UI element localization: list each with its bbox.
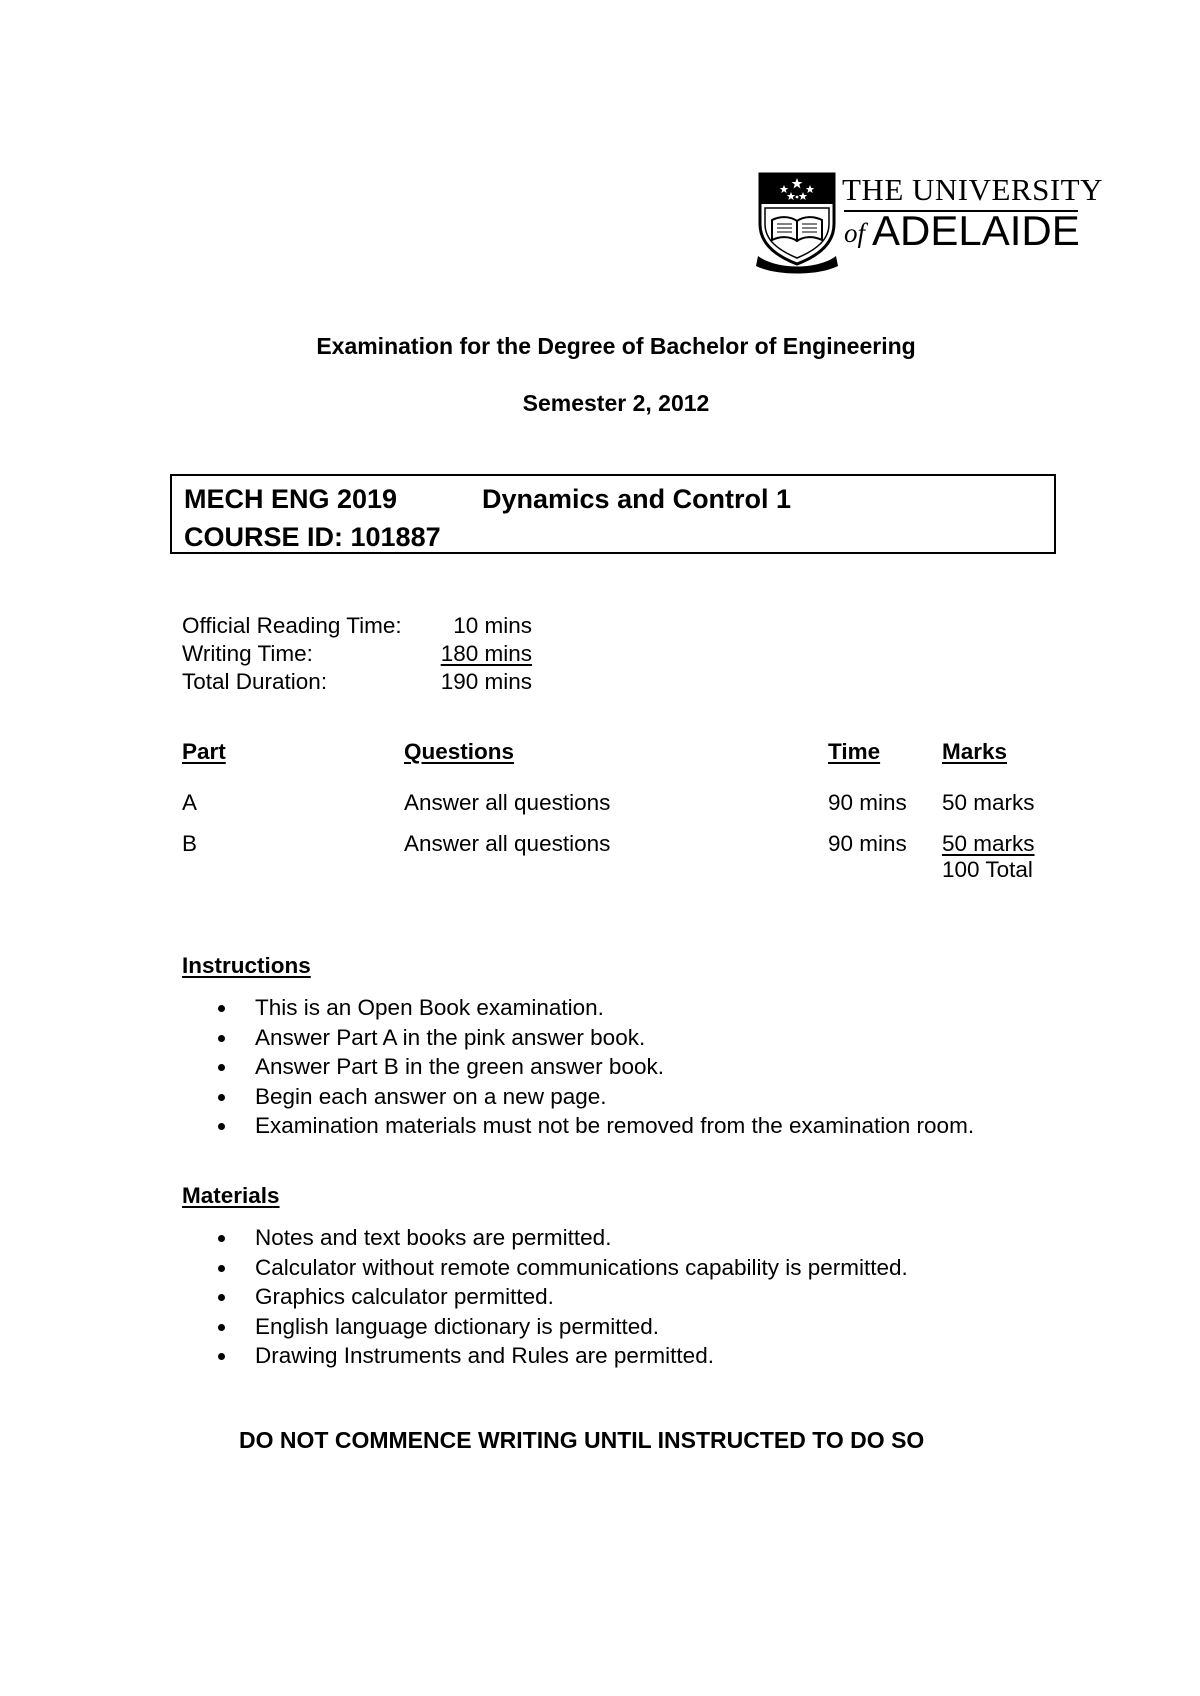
timing-label: Official Reading Time: — [182, 613, 402, 638]
timing-label: Writing Time: — [182, 641, 313, 666]
table-header-marks: Marks — [942, 739, 1008, 764]
logo-university-text: THE UNIVERSITY — [842, 172, 1103, 207]
list-item: Calculator without remote communications capability is permitted. — [182, 1253, 908, 1283]
list-item: Graphics calculator permitted. — [182, 1282, 908, 1312]
logo-adelaide-text: ADELAIDE — [872, 207, 1080, 254]
list-item: Answer Part B in the green answer book. — [182, 1052, 974, 1082]
table-header-time: Time — [828, 739, 881, 764]
list-item: English language dictionary is permitted. — [182, 1312, 908, 1342]
logo-of-text: of — [844, 218, 866, 248]
table-cell-marks: 50 marks — [942, 790, 1035, 815]
list-item: This is an Open Book examination. — [182, 993, 974, 1023]
course-name: Dynamics and Control 1 — [482, 484, 792, 514]
table-cell-time: 90 mins — [828, 831, 907, 856]
table-cell-questions: Answer all questions — [404, 790, 611, 815]
instructions-heading: Instructions — [182, 953, 311, 978]
list-item: Begin each answer on a new page. — [182, 1082, 974, 1112]
table-cell-time: 90 mins — [828, 790, 907, 815]
table-cell-questions: Answer all questions — [404, 831, 611, 856]
course-box — [170, 474, 1056, 554]
footer-notice: DO NOT COMMENCE WRITING UNTIL INSTRUCTED TO DO SO — [239, 1427, 925, 1453]
materials-list — [182, 1223, 908, 1371]
university-crest-icon — [756, 172, 838, 274]
list-item: Examination materials must not be removed from the examination room. — [182, 1111, 974, 1141]
timing-value: 10 mins — [453, 613, 532, 638]
university-logo — [756, 172, 1103, 274]
parts-table — [182, 738, 1082, 898]
timing-value-text: 180 mins — [440, 641, 532, 666]
table-cell-part: B — [182, 831, 198, 856]
list-item: Notes and text books are permitted. — [182, 1223, 908, 1253]
materials-heading: Materials — [182, 1183, 280, 1208]
timing-value: 190 mins — [440, 669, 532, 694]
instructions-list — [182, 993, 974, 1141]
table-cell-part: A — [182, 790, 198, 815]
table-header-part: Part — [182, 739, 226, 764]
semester-label: Semester 2, 2012 — [522, 390, 710, 416]
table-header-questions: Questions — [404, 739, 515, 764]
list-item: Answer Part A in the pink answer book. — [182, 1023, 974, 1053]
exam-title: Examination for the Degree of Bachelor of Engineering — [316, 333, 916, 359]
table-cell-marks: 50 marks — [942, 831, 1035, 856]
list-item: Drawing Instruments and Rules are permitted. — [182, 1341, 908, 1371]
course-id: COURSE ID: 101887 — [184, 522, 441, 552]
total-marks: 100 Total — [942, 857, 1033, 882]
timing-value — [412, 640, 532, 668]
timing-label: Total Duration: — [182, 669, 328, 694]
course-code: MECH ENG 2019 — [184, 484, 398, 514]
